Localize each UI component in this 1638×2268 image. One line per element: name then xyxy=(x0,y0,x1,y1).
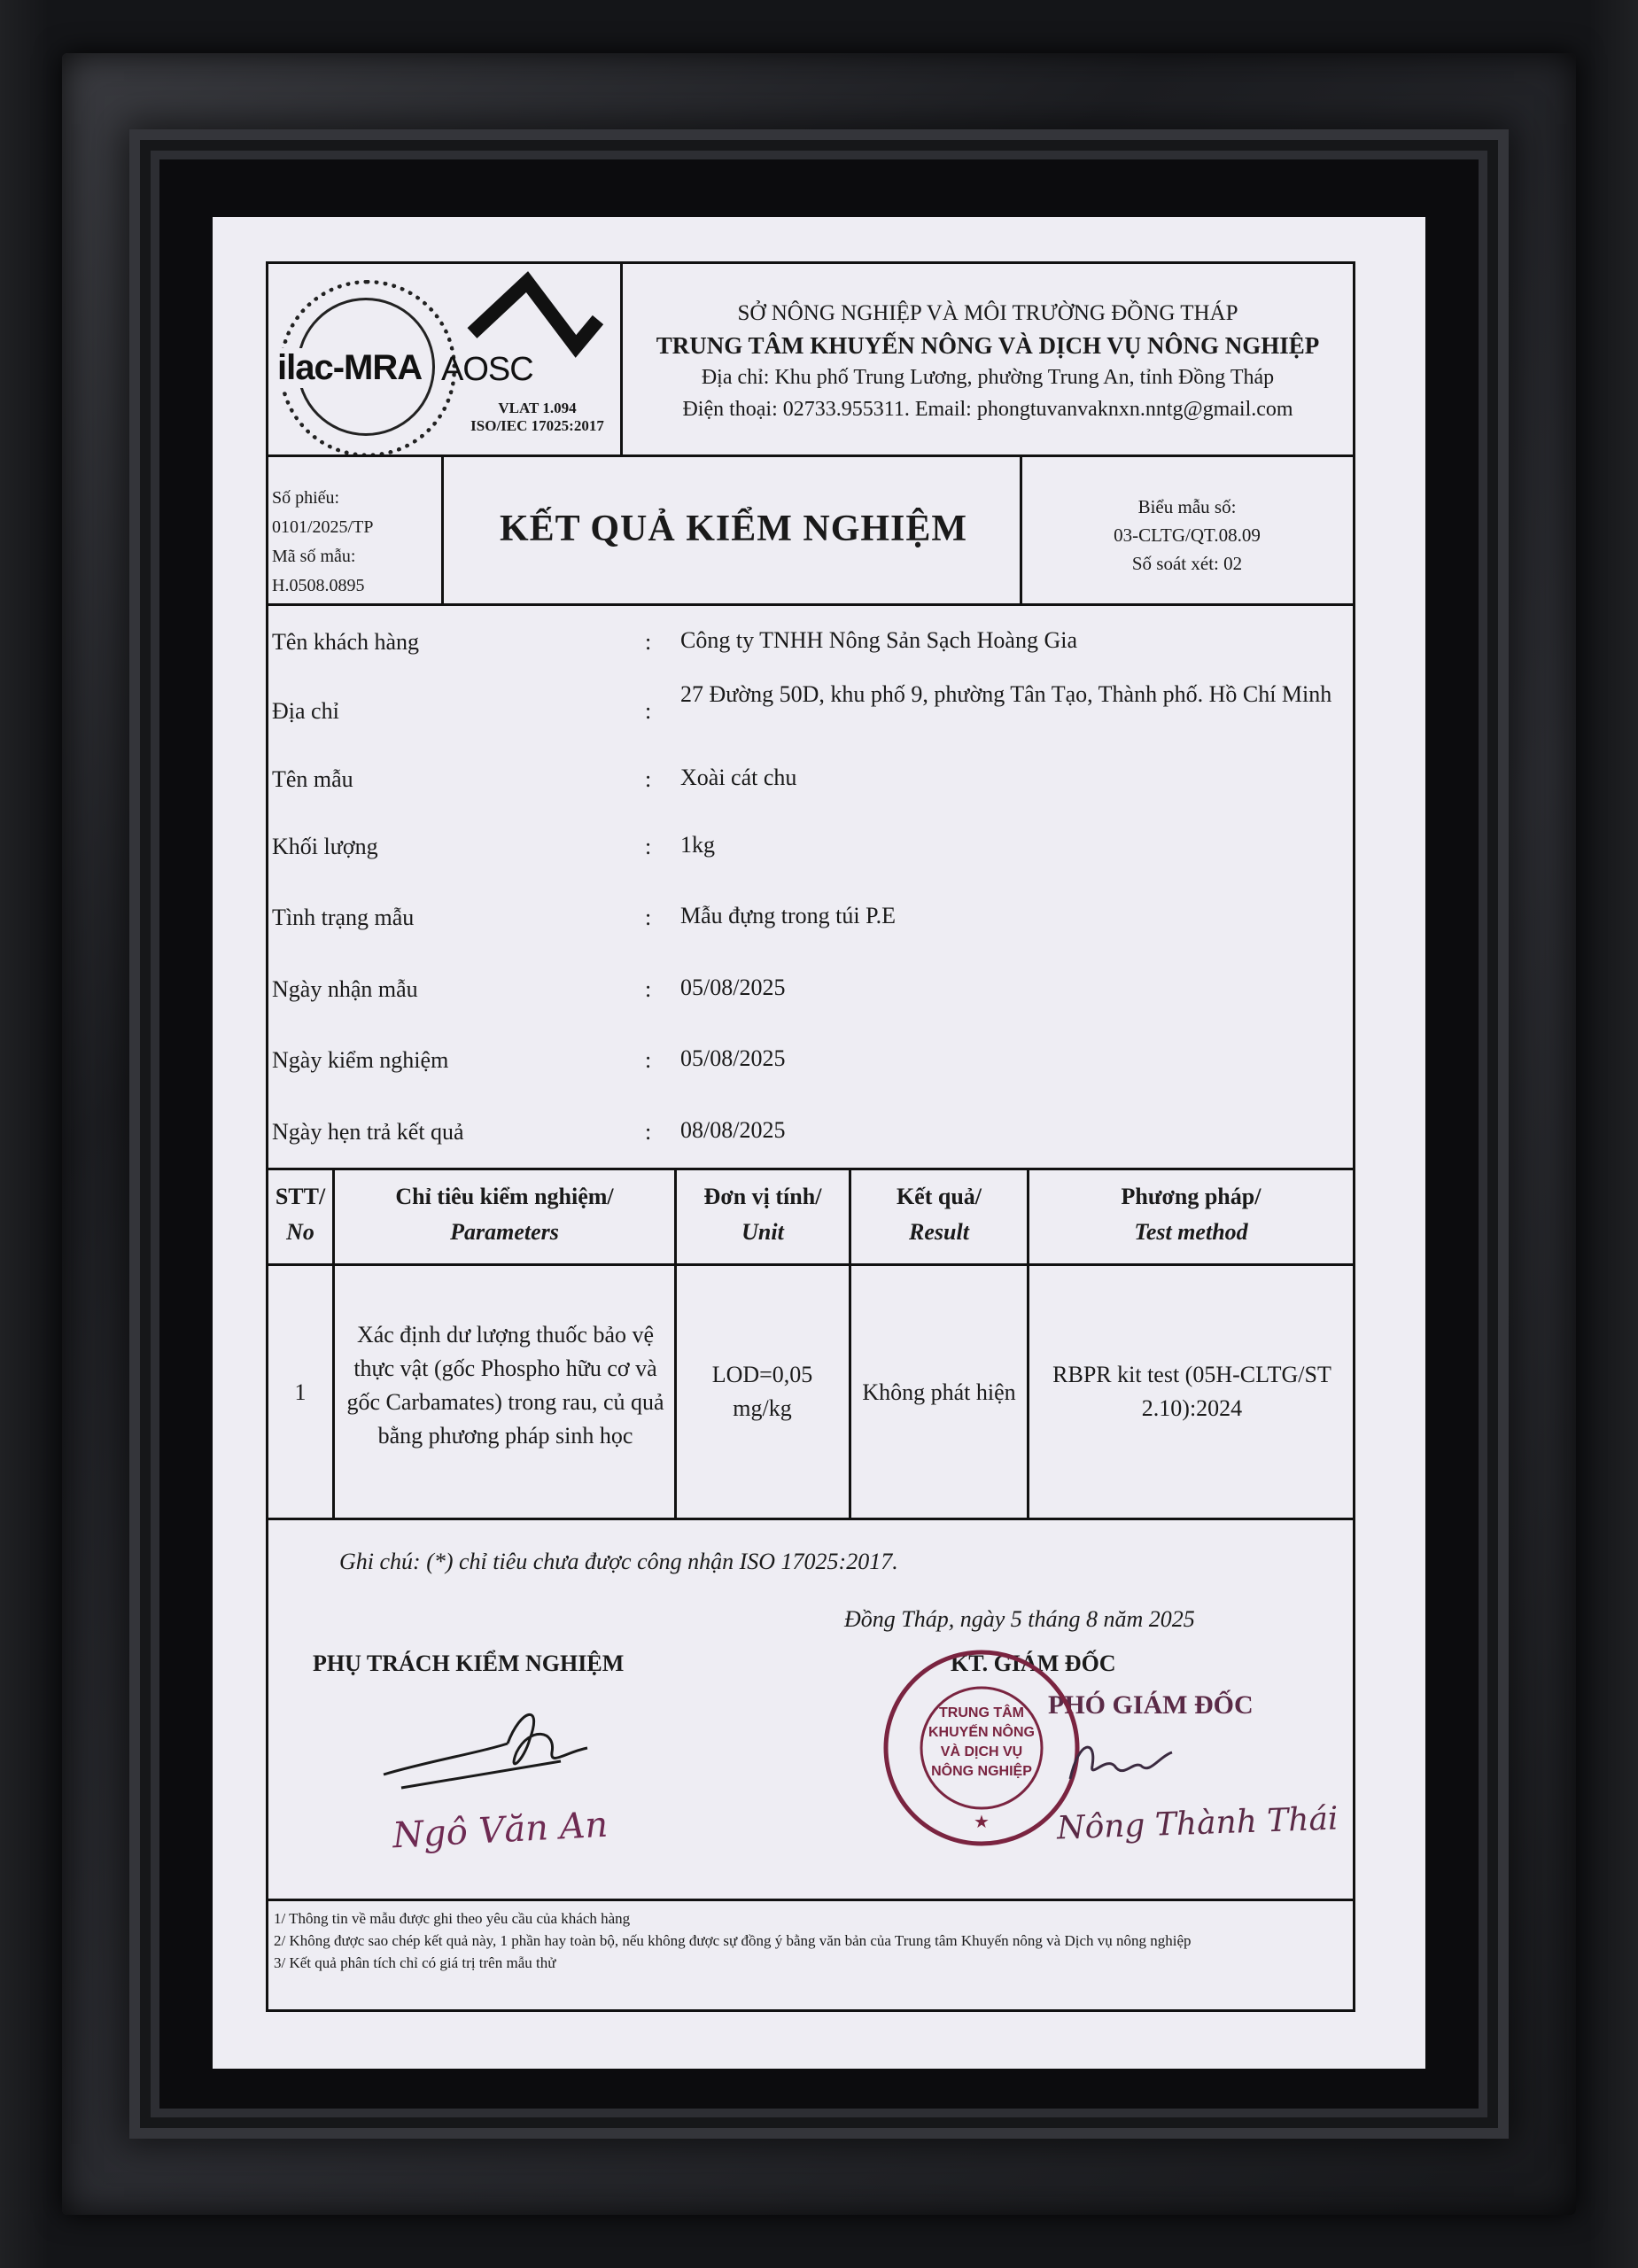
cell-method: RBPR kit test (05H-CLTG/ST 2.10):2024 xyxy=(1052,1362,1331,1421)
info-value: Xoài cát chu xyxy=(680,765,797,790)
stamp-line: TRUNG TÂM xyxy=(939,1705,1024,1720)
info-label: Địa chỉ xyxy=(272,698,339,724)
table-bottom-border xyxy=(268,1518,1353,1520)
table-header-border xyxy=(268,1263,1353,1266)
info-colon: : xyxy=(645,1047,652,1073)
footer-note: 2/ Không được sao chép kết quả này, 1 phần hay toàn bộ, nếu không được sự đồng ý bằng văn bản của Trung tâm Khuyến nông và Dịch vụ nông nghiệp xyxy=(274,1932,1192,1949)
column-header-result xyxy=(851,1179,1027,1250)
department-name: SỞ NÔNG NGHIỆP VÀ MÔI TRƯỜNG ĐỒNG THÁP xyxy=(737,301,1238,325)
testing-supervisor-title: PHỤ TRÁCH KIỂM NGHIỆM xyxy=(313,1651,625,1676)
certificate-document xyxy=(266,261,1355,2012)
info-colon: : xyxy=(645,834,652,859)
cell-stt: 1 xyxy=(294,1379,307,1405)
info-colon: : xyxy=(645,629,652,655)
note-text: Ghi chú: (*) chỉ tiêu chưa được công nhận ISO 17025:2017. xyxy=(339,1549,898,1574)
vlat-code: VLAT 1.094 xyxy=(498,400,577,416)
info-value: Mẫu đựng trong túi P.E xyxy=(680,903,897,928)
sample-reference xyxy=(272,484,373,601)
center-name: TRUNG TÂM KHUYẾN NÔNG VÀ DỊCH VỤ NÔNG NGHIỆP xyxy=(656,332,1320,359)
info-label: Tên mẫu xyxy=(272,766,353,792)
supervisor-name: Ngô Văn An xyxy=(391,1804,609,1857)
place-date: Đồng Tháp, ngày 5 tháng 8 năm 2025 xyxy=(844,1606,1195,1632)
accreditation-codes xyxy=(460,400,615,435)
column-header-en: Unit xyxy=(741,1219,784,1245)
column-header-vi: Chỉ tiêu kiểm nghiệm/ xyxy=(395,1184,614,1209)
info-label: Tên khách hàng xyxy=(272,629,420,655)
center-address: Địa chỉ: Khu phố Trung Lương, phường Trung An, tỉnh Đồng Tháp xyxy=(701,366,1275,389)
so-phieu-label: Số phiếu: xyxy=(272,488,340,508)
column-header-vi: Đơn vị tính/ xyxy=(703,1184,822,1209)
info-value: Công ty TNHH Nông Sản Sạch Hoàng Gia xyxy=(680,627,1077,653)
column-header-parameters xyxy=(335,1179,674,1250)
director-signature-icon xyxy=(1061,1730,1185,1792)
footer-note: 1/ Thông tin về mẫu được ghi theo yêu cầu của khách hàng xyxy=(274,1910,631,1927)
organization-header xyxy=(623,298,1353,425)
stamp-line: VÀ DỊCH VỤ xyxy=(940,1744,1023,1759)
footer-notes xyxy=(274,1907,1346,1974)
aosc-logo: AOSC xyxy=(441,351,533,388)
info-value: 1kg xyxy=(680,832,715,858)
so-phieu-value: 0101/2025/TP xyxy=(272,517,374,537)
bieu-mau-value: 03-CLTG/QT.08.09 xyxy=(1114,524,1261,546)
column-header-en: Test method xyxy=(1134,1219,1248,1245)
column-header-unit xyxy=(677,1179,849,1250)
bieu-mau-label: Biểu mẫu số: xyxy=(1137,496,1237,517)
info-value: 05/08/2025 xyxy=(680,1045,786,1071)
info-label: Ngày nhận mẫu xyxy=(272,976,418,1002)
supervisor-signature-icon xyxy=(375,1690,605,1797)
info-colon: : xyxy=(645,766,652,792)
divider xyxy=(441,454,444,603)
ilac-mra-logo: ilac-MRA xyxy=(277,348,423,387)
ma-mau-label: Mã số mẫu: xyxy=(272,547,356,566)
footer-note: 3/ Kết quả phân tích chỉ có giá trị trên mẫu thử xyxy=(274,1954,556,1971)
accreditation-logos xyxy=(268,264,620,454)
info-label: Khối lượng xyxy=(272,834,378,859)
cell-unit: LOD=0,05 mg/kg xyxy=(711,1362,813,1421)
form-reference xyxy=(1021,493,1353,578)
column-header-en: Parameters xyxy=(450,1219,559,1245)
info-value: 08/08/2025 xyxy=(680,1117,786,1143)
director-name: Nông Thành Thái xyxy=(1056,1800,1339,1847)
info-colon: : xyxy=(645,1119,652,1145)
info-value: 27 Đường 50D, khu phố 9, phường Tân Tạo, Thành phố. Hồ Chí Minh xyxy=(680,681,1332,707)
iso-code: ISO/IEC 17025:2017 xyxy=(470,417,604,434)
info-colon: : xyxy=(645,698,652,724)
info-label: Ngày kiểm nghiệm xyxy=(272,1047,449,1073)
column-header-en: No xyxy=(286,1219,314,1245)
column-header-stt xyxy=(268,1179,332,1250)
table-top-border xyxy=(268,1168,1353,1170)
divider xyxy=(268,603,1353,606)
center-contact: Điện thoại: 02733.955311. Email: phongtuvanvaknxn.nntg@gmail.com xyxy=(682,398,1293,421)
info-colon: : xyxy=(645,976,652,1002)
document-title: KẾT QUẢ KIỂM NGHIỆM xyxy=(499,509,968,549)
ma-mau-value: H.0508.0895 xyxy=(272,576,365,595)
column-header-vi: Kết quả/ xyxy=(896,1184,982,1209)
deputy-director-title: PHÓ GIÁM ĐỐC xyxy=(1048,1690,1254,1720)
cell-result: Không phát hiện xyxy=(862,1379,1016,1405)
column-header-vi: STT/ xyxy=(275,1184,326,1209)
stamp-line: NÔNG NGHIỆP xyxy=(931,1764,1032,1779)
director-title: KT. GIÁM ĐỐC xyxy=(951,1651,1116,1676)
certificate-paper xyxy=(213,217,1425,2069)
column-header-vi: Phương pháp/ xyxy=(1121,1184,1261,1209)
stamp-line: KHUYẾN NÔNG xyxy=(928,1725,1035,1740)
info-label: Tình trạng mẫu xyxy=(272,905,415,930)
info-colon: : xyxy=(645,905,652,930)
column-header-en: Result xyxy=(909,1219,969,1245)
divider xyxy=(268,454,1353,457)
info-value: 05/08/2025 xyxy=(680,975,786,1000)
footer-divider xyxy=(268,1899,1353,1901)
cell-parameter: Xác định dư lượng thuốc bảo vệ thực vật (gốc Phospho hữu cơ và gốc Carbamates) trong rau, củ quả bằng phương pháp sinh học xyxy=(346,1322,664,1449)
soat-xet: Số soát xét: 02 xyxy=(1131,553,1243,574)
svg-text:★: ★ xyxy=(974,1813,990,1832)
info-label: Ngày hẹn trả kết quả xyxy=(272,1119,464,1145)
stamp-inner-text xyxy=(906,1704,1057,1782)
column-header-method xyxy=(1029,1179,1353,1250)
